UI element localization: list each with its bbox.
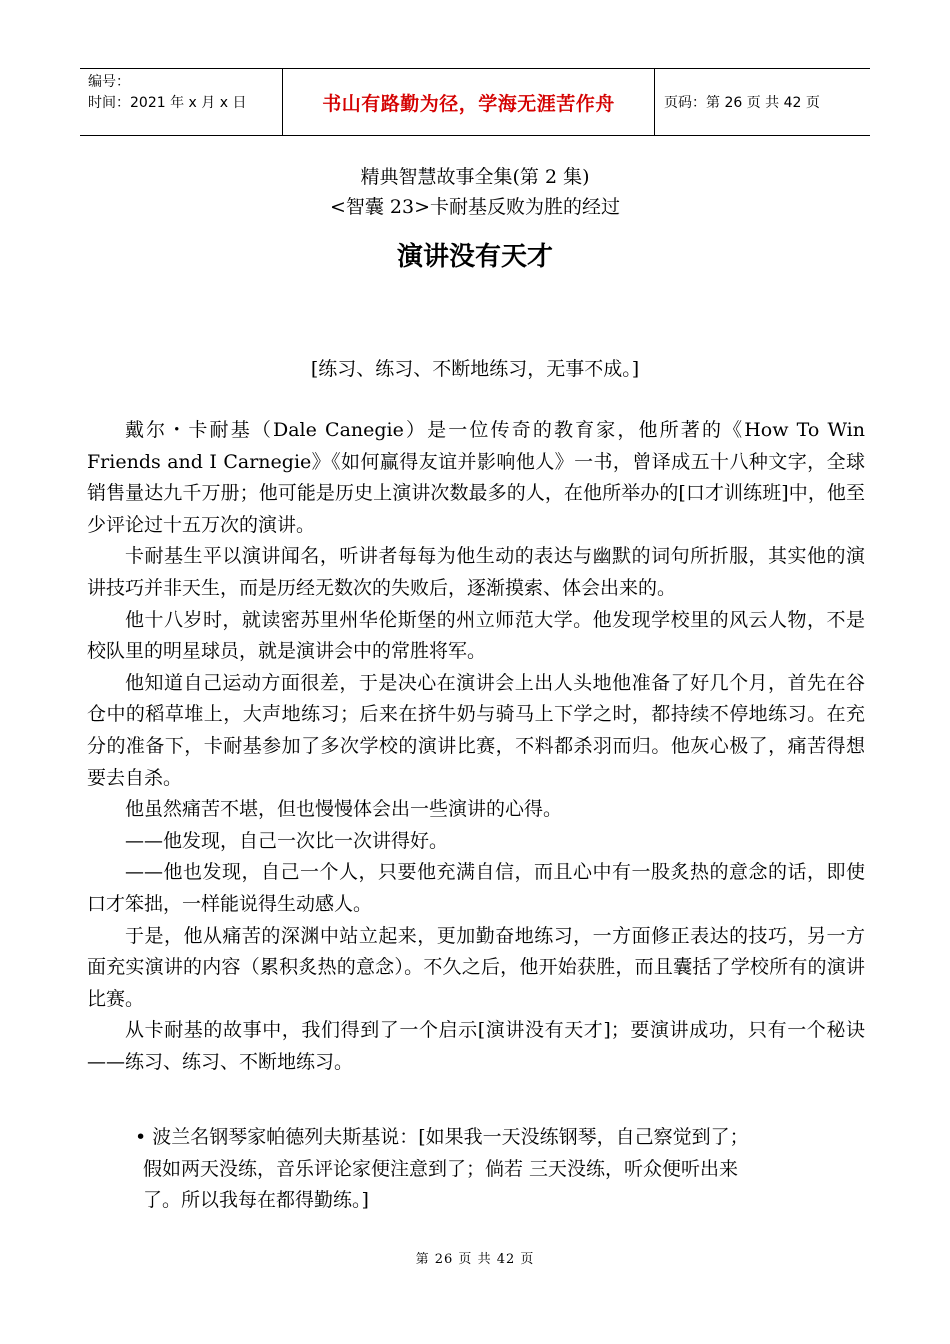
paragraph: 他十八岁时，就读密苏里州华伦斯堡的州立师范大学。他发现学校里的风云人物，不是校队里的明星球员，就是演讲会中的常胜将军。 xyxy=(87,608,865,663)
paragraph: ——他也发现，自己一个人，只要他充满自信，而且心中有一股炙热的意念的话，即使口才笨拙，一样能说得生动感人。 xyxy=(87,861,865,915)
page-info-text: 页码：第 26 页 共 42 页 xyxy=(664,95,820,111)
chapter-title: <智囊 23>卡耐基反败为胜的经过 xyxy=(329,196,621,218)
title-block xyxy=(0,162,950,273)
header-meta xyxy=(80,69,282,135)
header-page-info xyxy=(655,69,870,135)
paragraph: ——他发现，自己一次比一次讲得好。 xyxy=(125,829,449,852)
header-motto xyxy=(282,69,655,135)
paragraph: 他知道自己运动方面很差，于是决心在演讲会上出人头地他准备了好几个月，首先在谷仓中的稻草堆上，大声地练习；后来在挤牛奶与骑马上下学之时，都持续不停地练习。在充分的准备下，卡耐基参加了多次学校的演讲比赛，不料都杀羽而归。他灰心极了，痛苦得想要去自杀。 xyxy=(87,671,865,789)
number-label: 编号： xyxy=(88,74,130,90)
quote-line: 假如两天没练，音乐评论家便注意到了；倘若 三天没练，听众便听出来 xyxy=(143,1157,739,1180)
quote-line: • 波兰名钢琴家帕德列夫斯基说：[如果我一天没练钢琴，自己察觉到了； xyxy=(135,1126,749,1148)
paragraph: 卡耐基生平以演讲闻名，听讲者每每为他生动的表达与幽默的词句所折服，其实他的演讲技巧并非天生，而是历经无数次的失败后，逐渐摸索、体会出来的。 xyxy=(87,545,865,599)
page-footer: 第 26 页 共 42 页 xyxy=(415,1252,535,1267)
motto-line: [练习、练习、不断地练习，无事不成。] xyxy=(310,358,640,380)
quote-line: 了。所以我每在都得勤练。] xyxy=(143,1189,369,1212)
paragraph: 于是，他从痛苦的深渊中站立起来，更加勤奋地练习，一方面修正表达的技巧，另一方面充实演讲的内容（累积炙热的意念）。不久之后，他开始获胜，而且囊括了学校所有的演讲比赛。 xyxy=(87,924,865,1010)
date-label: 时间：2021 年 x 月 x 日 xyxy=(88,95,247,111)
header-table xyxy=(80,68,870,136)
header-motto-text: 书山有路勤为径，学海无涯苦作舟 xyxy=(322,92,615,115)
main-title: 演讲没有天才 xyxy=(396,242,553,272)
quote-block xyxy=(135,1122,855,1217)
paragraph: 戴尔・卡耐基（Dale Canegie）是一位传奇的教育家，他所著的《How To Win Friends and I Carnegie》《如何赢得友谊并影响他人》一书，曾译成五十八种文字，全球销售量达九千万册；他可能是历史上演讲次数最多的人，在他所举办的[口才训练班]中，他至少评论过十五万次的演讲。 xyxy=(87,419,865,536)
series-title: 精典智慧故事全集(第 2 集) xyxy=(360,166,590,188)
paragraph: 他虽然痛苦不堪，但也慢慢体会出一些演讲的心得。 xyxy=(125,798,563,821)
paragraph: 从卡耐基的故事中，我们得到了一个启示[演讲没有天才]；要演讲成功，只有一个秘诀——练习、练习、不断地练习。 xyxy=(87,1019,865,1073)
body-text xyxy=(87,415,865,1078)
